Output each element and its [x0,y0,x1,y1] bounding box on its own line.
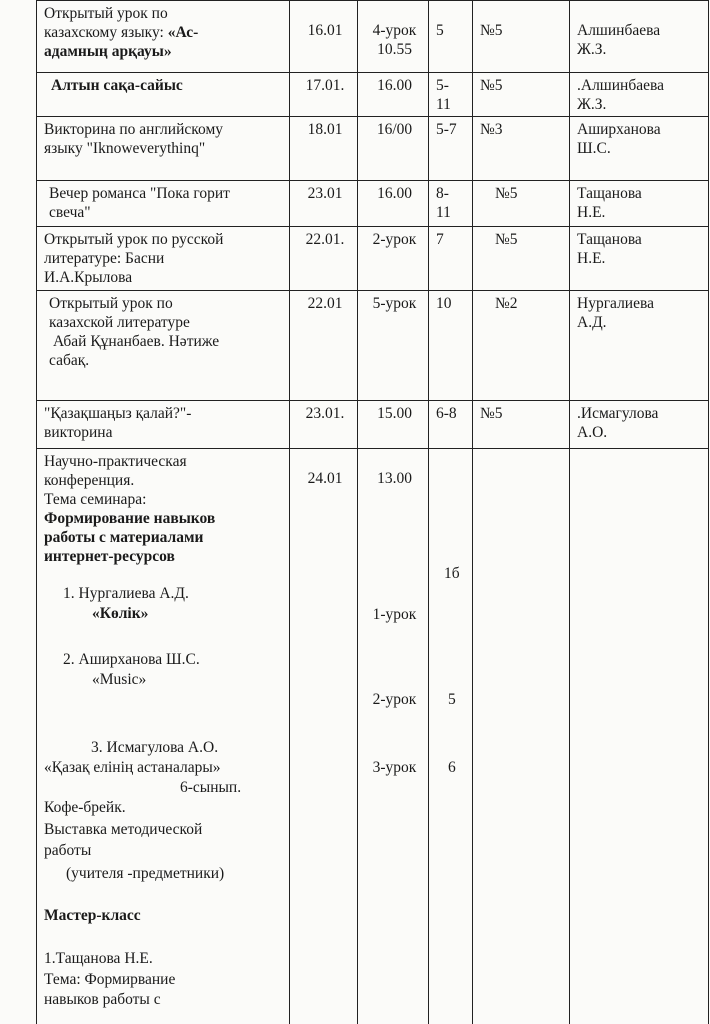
event-grade: 5- 11 [429,73,473,117]
conference-date: 24.01 [290,449,358,1024]
event-teacher: Аширханова Ш.С. [570,117,709,181]
event-room: №5 [473,1,570,73]
event-date: 22.01. [290,227,358,291]
event-title: Алтын сақа-сайыс [37,73,290,117]
event-title: Открытый урок по русской литературе: Басни И.А.Крылова [37,227,290,291]
table-row [37,449,709,1024]
event-teacher: Тащанова Н.Е. [570,181,709,227]
events-table [36,0,709,1024]
event-date: 17.01. [290,73,358,117]
event-teacher: Алшинбаева Ж.З. [570,1,709,73]
event-date: 23.01. [290,401,358,449]
event-room: №5 [473,227,570,291]
event-time: 16.00 [358,181,429,227]
event-time: 2-урок [358,227,429,291]
event-title: Викторина по английскому языку "Iknoweverythinq" [37,117,290,181]
event-title: "Қазақшаңыз қалай?"- викторина [37,401,290,449]
event-teacher: Тащанова Н.Е. [570,227,709,291]
event-grade: 7 [429,227,473,291]
event-room: №5 [473,181,570,227]
event-date: 18.01 [290,117,358,181]
conference-room [473,449,570,1024]
event-room: №3 [473,117,570,181]
conference-description: Научно-практическая конференция. Тема семинара: Формирование навыков работы с материалами интернет-ресурсов 1. Нургалиева А.Д. «Көлік» 2. Аширханова Ш.С. «Music» 3. Исмагулова А.О. «Қазақ елінің астаналары» 6-сынып. Кофе-брейк. Выставка методической работы (учителя -предметники) Мастер-класс 1.Тащанова Н.Е. Тема: Формирвание навыков работы с [37,449,290,1024]
event-title: Открытый урок по казахскому языку: «Ас- адамның арқауы» [37,1,290,73]
table-row [37,73,709,117]
event-teacher: .Алшинбаева Ж.З. [570,73,709,117]
event-title: Вечер романса "Пока горит свеча" [37,181,290,227]
table-row [37,401,709,449]
conference-grades: 1б 5 6 [429,449,473,1024]
event-title: Открытый урок по казахской литературе Абай Құнанбаев. Нәтиже сабақ. [37,291,290,401]
event-grade: 8- 11 [429,181,473,227]
conference-teacher [570,449,709,1024]
table-row [37,181,709,227]
event-room: №5 [473,73,570,117]
event-time: 16/00 [358,117,429,181]
event-grade: 5 [429,1,473,73]
event-time: 15.00 [358,401,429,449]
event-time: 4-урок 10.55 [358,1,429,73]
table-row [37,1,709,73]
event-room: №5 [473,401,570,449]
table-row [37,117,709,181]
event-time: 16.00 [358,73,429,117]
event-date: 16.01 [290,1,358,73]
conference-time: 13.00 1-урок 2-урок 3-урок [358,449,429,1024]
event-grade: 6-8 [429,401,473,449]
event-grade: 5-7 [429,117,473,181]
table-row [37,291,709,401]
event-date: 22.01 [290,291,358,401]
event-teacher: .Исмагулова А.О. [570,401,709,449]
event-teacher: Нургалиева А.Д. [570,291,709,401]
event-grade: 10 [429,291,473,401]
event-time: 5-урок [358,291,429,401]
event-date: 23.01 [290,181,358,227]
table-row [37,227,709,291]
event-room: №2 [473,291,570,401]
